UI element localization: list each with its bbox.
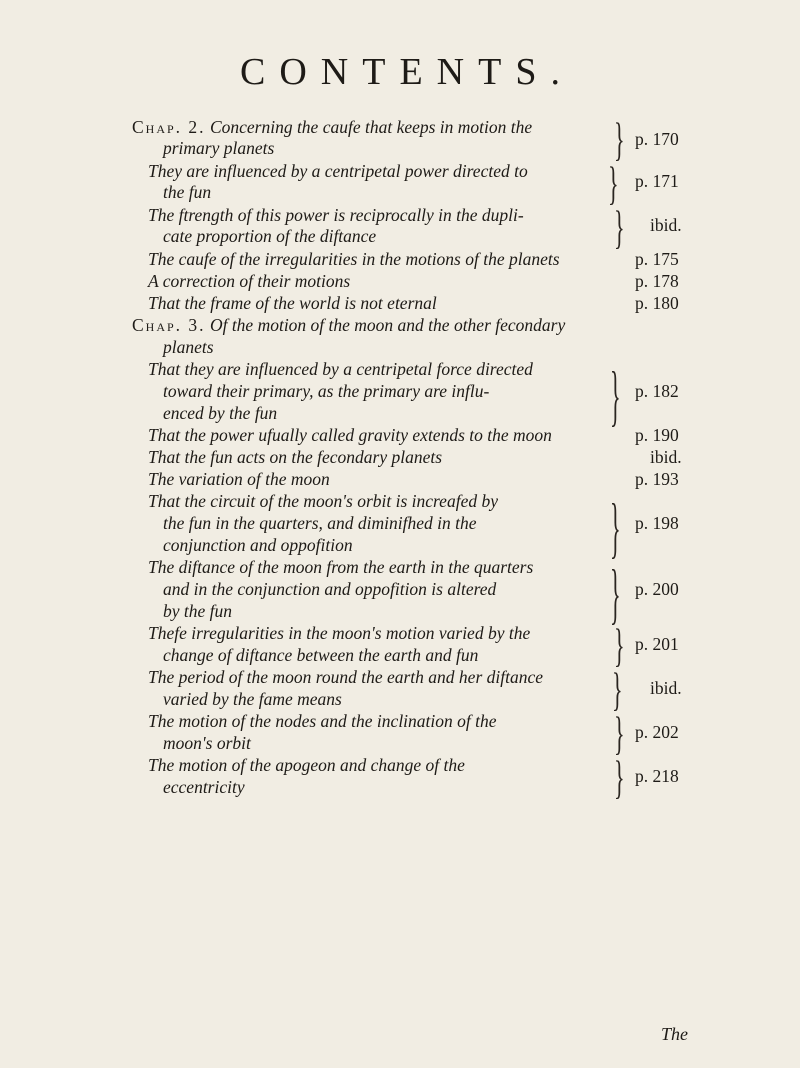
chapter-label: Chap. 3. xyxy=(132,315,206,335)
brace-icon: } xyxy=(610,488,621,566)
toc-entry: The variation of the moon xyxy=(148,469,330,489)
page-number: ibid. xyxy=(650,215,682,235)
toc-entry-continuation: toward their primary, as the primary are influ- xyxy=(163,381,490,401)
toc-entry-continuation: conjunction and oppofition xyxy=(163,535,353,555)
catchword: The xyxy=(661,1024,688,1044)
toc-entry: The ftrength of this power is reciprocally in the dupli- xyxy=(148,205,524,225)
page-number: p. 190 xyxy=(635,425,679,445)
chapter-title: Concerning the caufe that keeps in motion the xyxy=(209,117,533,137)
page-number: p. 175 xyxy=(635,249,679,269)
toc-entry: The motion of the nodes and the inclination of the xyxy=(148,711,497,731)
toc-entry-continuation: eccentricity xyxy=(163,777,245,797)
brace-icon: } xyxy=(612,663,623,716)
chapter-title-continuation: planets xyxy=(163,337,214,357)
page-number: p. 218 xyxy=(635,766,679,786)
page-number: p. 170 xyxy=(635,129,679,149)
toc-entry-continuation: and in the conjunction and oppofition is altered xyxy=(163,579,497,599)
page-number: p. 193 xyxy=(635,469,679,489)
toc-entry: Thefe irregularities in the moon's motion varied by the xyxy=(148,623,531,643)
page-number: p. 201 xyxy=(635,634,679,654)
page-number: p. 200 xyxy=(635,579,679,599)
brace-icon: } xyxy=(610,554,621,632)
chapter-title: Of the motion of the moon and the other fecondary xyxy=(209,315,566,335)
toc-entry-continuation: by the fun xyxy=(163,601,233,621)
toc-entry: The caufe of the irregularities in the motions of the planets xyxy=(148,249,560,269)
brace-icon: } xyxy=(608,157,619,210)
brace-icon: } xyxy=(614,751,625,804)
toc-entry: That the fun acts on the fecondary planets xyxy=(148,447,443,467)
chapter-title-continuation: primary planets xyxy=(163,138,275,158)
toc-entry: The motion of the apogeon and change of the xyxy=(148,755,465,775)
toc-entry: That the frame of the world is not eternal xyxy=(148,293,437,313)
brace-icon: } xyxy=(614,707,625,760)
page-number: p. 178 xyxy=(635,271,679,291)
toc-entry-continuation: the fun in the quarters, and diminifhed in the xyxy=(163,513,477,533)
page-number: ibid. xyxy=(650,678,682,698)
toc-entry: They are influenced by a centripetal power directed to xyxy=(148,161,528,181)
page-number: p. 171 xyxy=(635,171,679,191)
brace-icon: } xyxy=(614,113,625,166)
page-number: ibid. xyxy=(650,447,682,467)
toc-entry: The period of the moon round the earth and her diftance xyxy=(148,667,543,687)
toc-entry: That the circuit of the moon's orbit is increafed by xyxy=(148,491,498,511)
toc-entry-continuation: change of diftance between the earth and fun xyxy=(163,645,479,665)
toc-entry: That they are influenced by a centripetal force directed xyxy=(148,359,533,379)
page-number: p. 202 xyxy=(635,722,679,742)
chapter-label: Chap. 2. xyxy=(132,117,206,137)
chapter-3-heading xyxy=(132,314,565,336)
toc-entry-continuation: the fun xyxy=(163,182,212,202)
page-number: p. 198 xyxy=(635,513,679,533)
toc-entry-continuation: enced by the fun xyxy=(163,403,278,423)
toc-entry-continuation: moon's orbit xyxy=(163,733,251,753)
brace-icon: } xyxy=(610,356,621,434)
toc-entry-continuation: varied by the fame means xyxy=(163,689,342,709)
page-number: p. 182 xyxy=(635,381,679,401)
toc-entry-continuation: cate proportion of the diftance xyxy=(163,226,377,246)
toc-entry: The diftance of the moon from the earth in the quarters xyxy=(148,557,534,577)
brace-icon: } xyxy=(614,201,625,254)
toc-entry: That the power ufually called gravity extends to the moon xyxy=(148,425,552,445)
brace-icon: } xyxy=(614,619,625,672)
toc-entry: A correction of their motions xyxy=(148,271,351,291)
page-number: p. 180 xyxy=(635,293,679,313)
page-heading: CONTENTS. xyxy=(240,51,574,93)
chapter-2-heading xyxy=(132,116,532,138)
